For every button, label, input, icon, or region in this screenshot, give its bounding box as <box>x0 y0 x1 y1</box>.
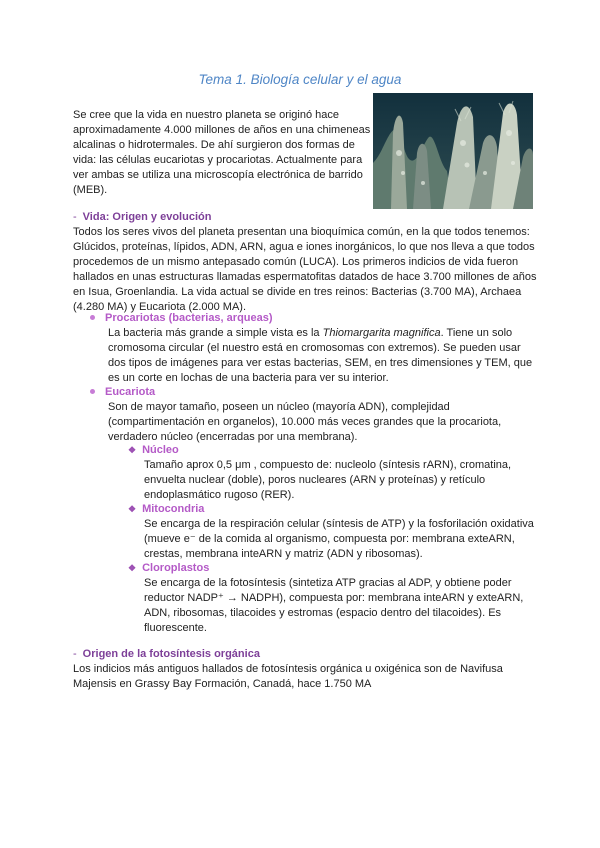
procariotas-heading-text: Procariotas (bacterias, arqueas) <box>105 312 273 324</box>
section-dash: - <box>73 648 77 660</box>
subsection-eucariota <box>90 385 540 400</box>
diamond-bullet-icon: ❖ <box>128 445 137 455</box>
subsection-heading-procariotas <box>90 311 540 326</box>
subsection-mitocondria <box>128 502 538 517</box>
section-heading-text: Origen de la fotosíntesis orgánica <box>82 648 260 660</box>
mitocondria-heading <box>128 502 538 517</box>
mitocondria-heading-text: Mitocondria <box>142 503 205 515</box>
nucleo-heading <box>128 443 538 458</box>
intro-paragraph: Se cree que la vida en nuestro planeta se originó hace aproximadamente 4.000 millones de años en una chimeneas alcalinas o hidrotermales. De ahí surgieron dos formas de vida: las células eucariotas y procariotas. Actualmente para ver ambas se utiliza una microscopía electrónica de barrido (MEB). <box>73 109 371 196</box>
procariotas-species: Thiomargarita magnifica <box>322 327 441 339</box>
diamond-bullet-icon: ❖ <box>128 563 137 573</box>
subsection-procariotas <box>90 311 540 326</box>
procariotas-text-before: La bacteria más grande a simple vista es la <box>108 327 323 339</box>
subsection-nucleo <box>128 443 538 458</box>
mitocondria-text: Se encarga de la respiración celular (síntesis de ATP) y la fosforilación oxidativa (mueve e⁻ de la comida al organismo, compuesta por: membrana exteARN, crestas, membrana inteARN y matriz (ADN y ribosomas). <box>144 518 534 560</box>
subsection-heading-eucariota <box>90 385 540 400</box>
procariotas-text-after: . Tiene un solo cromosoma circular (el nuestro está en cromosomas con extremos). Se pueden usar dos tipos de imágenes para ver estas bacterias, SEM, en tres dimensiones y TEM, que es un corte en lochas de una bacteria para ver su interior. <box>108 327 533 384</box>
eucariota-heading-text: Eucariota <box>105 386 156 398</box>
nucleo-heading-text: Núcleo <box>142 444 179 456</box>
section-heading-vida <box>73 210 543 225</box>
section-vida <box>73 210 543 315</box>
section-vida-text: Todos los seres vivos del planeta presentan una bioquímica común, en la que todos tenemos: Glúcidos, proteínas, lípidos, ADN, ARN, agua e iones inorgánicos, lo que nos lleva a que todos procedemos de un mismo antepasado común (LUCA). Los primeros indicios de vida fueron hallados en unas estructuras llamadas espermatofitas datados de hace 3.700 millones de años en Isua, Groenlandia. La vida actual se divide en tres reinos: Bacterias (3.700 MA), Archaea (4.280 MA) y Eucariota (2.000 MA). <box>73 226 537 313</box>
section-fotosintesis <box>73 647 543 692</box>
section-fotosintesis-text: Los indicios más antiguos hallados de fotosíntesis orgánica u oxigénica son de Navifusa Majensis en Grassy Bay Formación, Canadá, hace 1.750 MA <box>73 663 503 690</box>
hydrothermal-vent-photo <box>373 93 533 209</box>
page-title: Tema 1. Biología celular y el agua <box>198 72 402 87</box>
bullet-icon <box>90 315 95 320</box>
cloroplastos-heading <box>128 561 538 576</box>
diamond-bullet-icon: ❖ <box>128 504 137 514</box>
bullet-icon <box>90 389 95 394</box>
cloroplastos-text: Se encarga de la fotosíntesis (sintetiza ATP gracias al ADP, y obtiene poder reductor NADP⁺ → NADPH), compuesta por: membrana inteARN y exteARN, ADN, ribosomas, tilacoides y estromas (espacio dentro del tilacoides). Es fluorescente. <box>144 577 524 634</box>
section-heading-fotosintesis <box>73 647 543 662</box>
vent-illustration <box>373 93 533 209</box>
eucariota-text: Son de mayor tamaño, poseen un núcleo (mayoría ADN), complejidad (compartimentación en organelos), 10.000 más veces grandes que la procariota, verdadero núcleo (encerradas por una membrana). <box>108 401 502 443</box>
cloroplastos-heading-text: Cloroplastos <box>142 562 210 574</box>
section-heading-text: Vida: Origen y evolución <box>82 211 212 223</box>
procariotas-text <box>108 326 540 386</box>
nucleo-text: Tamaño aprox 0,5 μm , compuesto de: nucleolo (síntesis rARN), cromatina, envuelta nuclear (doble), poros nucleares (ARN y proteínas) y retículo endoplasmático rugoso (RER). <box>144 459 512 501</box>
section-dash: - <box>73 211 77 223</box>
subsection-cloroplastos <box>128 561 538 576</box>
